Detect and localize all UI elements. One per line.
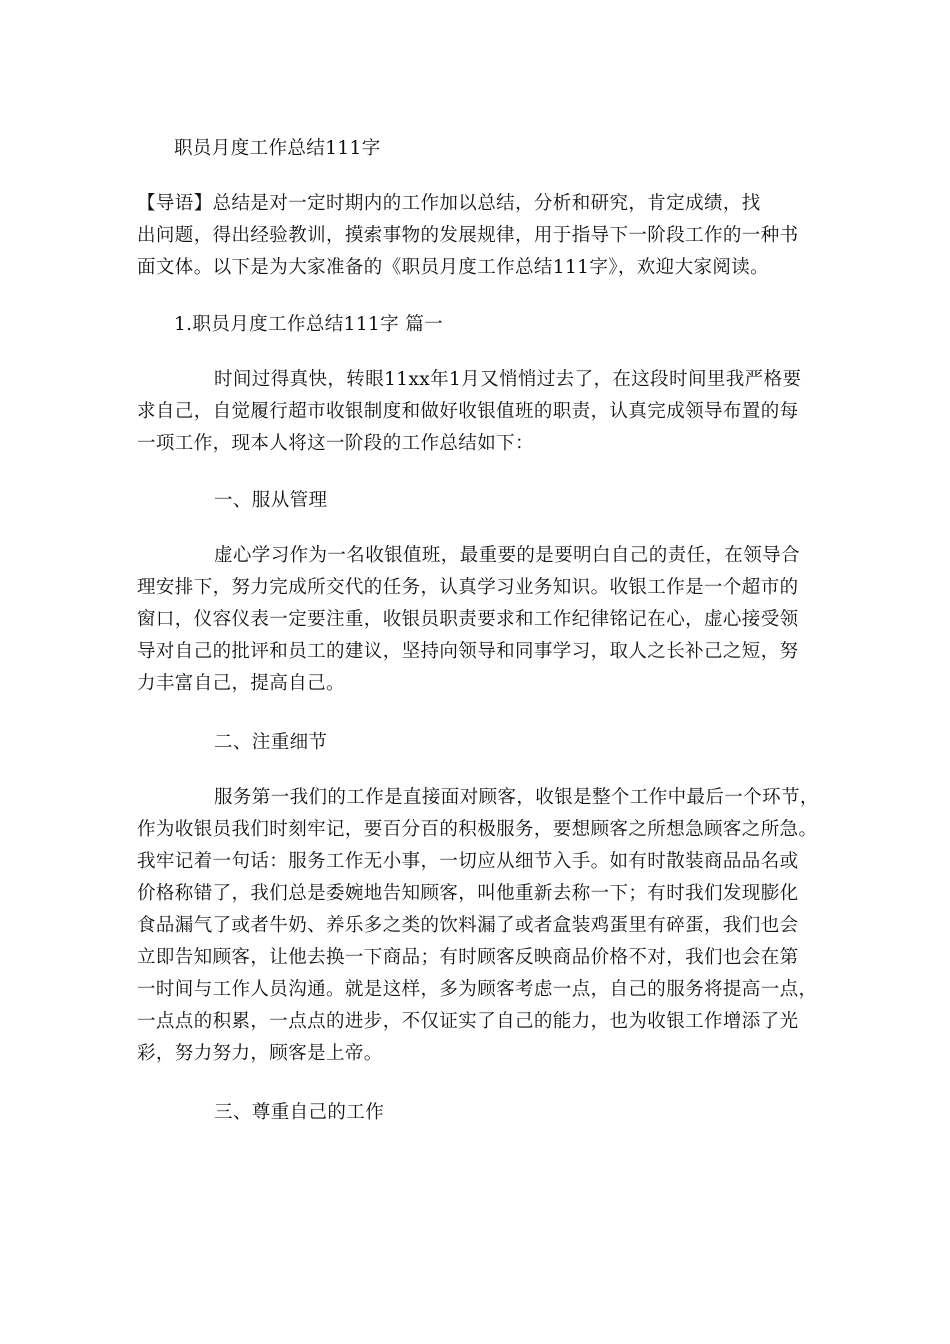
document-title: 职员月度工作总结111字 (174, 138, 381, 159)
section-heading: 1.职员月度工作总结111字 篇一 (174, 314, 444, 335)
paragraph-line: 理安排下，努力完成所交代的任务，认真学习业务知识。收银工作是一个超市的 (137, 577, 799, 598)
heading-respect-own-work: 三、尊重自己的工作 (214, 1102, 385, 1123)
heading-obey-management: 一、服从管理 (214, 490, 328, 511)
paragraph-line: 一项工作，现本人将这一阶段的工作总结如下： (137, 433, 534, 454)
paragraph-line: 作为收银员我们时刻牢记，要百分百的积极服务，要想顾客之所想急顾客之所急。 (137, 819, 818, 840)
paragraph-1 (137, 364, 817, 460)
paragraph-line: 价格称错了，我们总是委婉地告知顾客，叫他重新去称一下；有时我们发现膨化 (137, 883, 799, 904)
paragraph-line: 虚心学习作为一名收银值班，最重要的是要明白自己的责任，在领导合 (214, 545, 800, 566)
paragraph-3 (137, 782, 817, 1070)
heading-attention-to-detail: 二、注重细节 (214, 732, 328, 753)
intro-line: 出问题，得出经验教训，摸索事物的发展规律，用于指导下一阶段工作的一种书 (137, 225, 799, 246)
intro-line: 面文体。以下是为大家准备的《职员月度工作总结111字》，欢迎大家阅读。 (137, 257, 770, 278)
paragraph-line: 导对自己的批评和员工的建议，坚持向领导和同事学习，取人之长补己之短，努 (137, 641, 799, 662)
paragraph-line: 彩，努力努力，顾客是上帝。 (137, 1043, 383, 1064)
paragraph-line: 我牢记着一句话：服务工作无小事，一切应从细节入手。如有时散装商品品名或 (137, 851, 799, 872)
paragraph-line: 立即告知顾客，让他去换一下商品；有时顾客反映商品价格不对，我们也会在第 (137, 947, 799, 968)
paragraph-line: 一点点的积累，一点点的进步，不仅证实了自己的能力，也为收银工作增添了光 (137, 1011, 799, 1032)
intro-paragraph (137, 188, 817, 284)
intro-line: 【导语】总结是对一定时期内的工作加以总结，分析和研究，肯定成绩，找 (137, 193, 761, 214)
paragraph-line: 力丰富自己，提高自己。 (137, 673, 345, 694)
paragraph-line: 时间过得真快，转眼11xx年1月又悄悄过去了，在这段时间里我严格要 (214, 369, 802, 390)
paragraph-line: 求自己，自觉履行超市收银制度和做好收银值班的职责，认真完成领导布置的每 (137, 401, 799, 422)
paragraph-line: 食品漏气了或者牛奶、养乐多之类的饮料漏了或者盒装鸡蛋里有碎蛋，我们也会 (137, 915, 799, 936)
paragraph-line: 服务第一我们的工作是直接面对顾客，收银是整个工作中最后一个环节， (214, 787, 819, 808)
paragraph-line: 窗口，仪容仪表一定要注重，收银员职责要求和工作纪律铭记在心，虚心接受领 (137, 609, 799, 630)
paragraph-line: 一时间与工作人员沟通。就是这样，多为顾客考虑一点，自己的服务将提高一点， (137, 979, 818, 1000)
paragraph-2 (137, 540, 817, 700)
